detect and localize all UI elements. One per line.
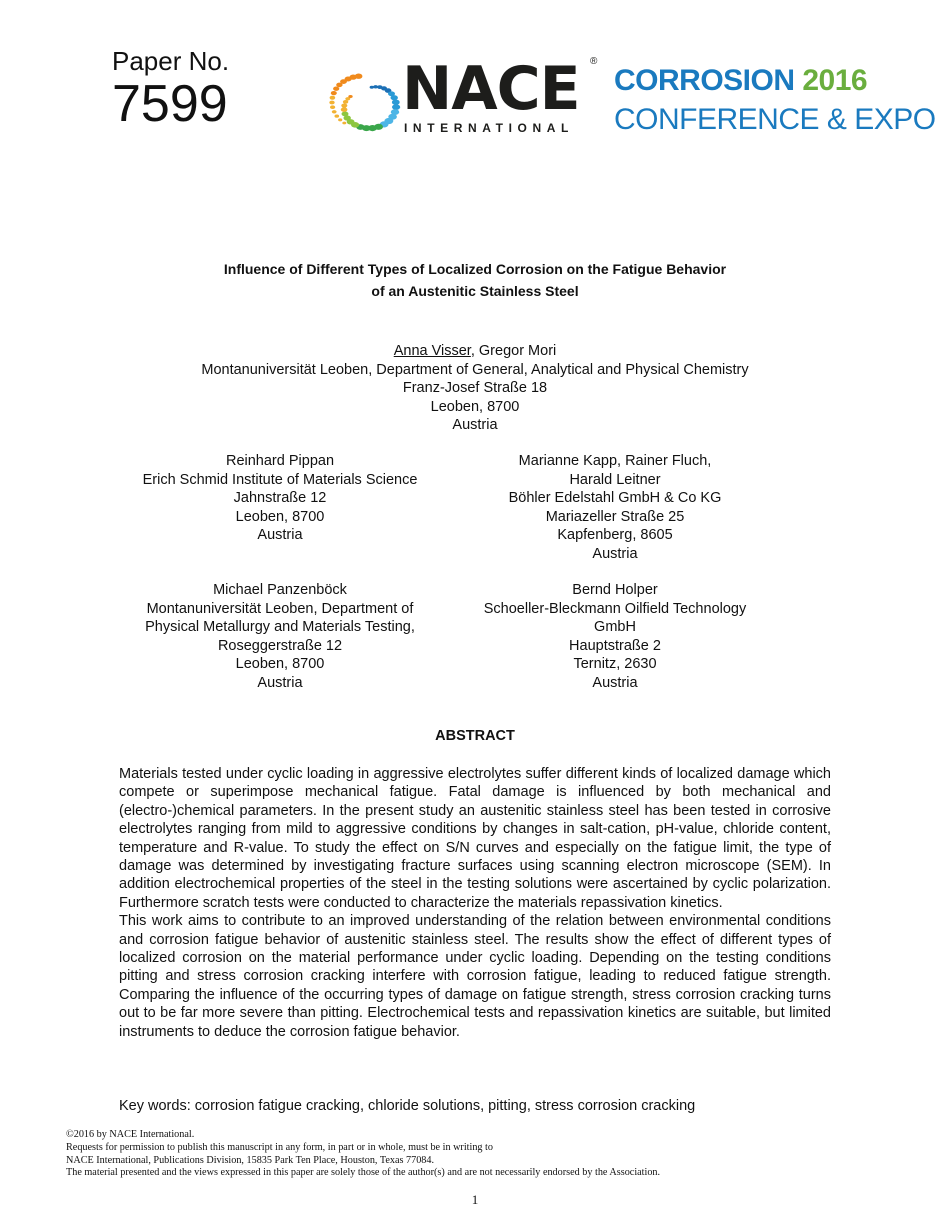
- logo-dot: [391, 95, 398, 100]
- city-line: Kapfenberg, 8605: [557, 527, 673, 543]
- logo-dot: [342, 122, 346, 125]
- author-name: Harald Leitner: [569, 471, 661, 488]
- footer-line: ©2016 by NACE International.: [66, 1129, 195, 1140]
- affiliation-line: Montanuniversität Leoben, Department of General, Analytical and Physical Chemistry: [201, 361, 749, 378]
- conference-year: 2016: [802, 64, 868, 97]
- city-line: Ternitz, 2630: [573, 656, 657, 672]
- logo-dot: [343, 100, 348, 104]
- nace-logo-icon: [322, 62, 404, 138]
- conference-name: CORROSION: [614, 64, 803, 97]
- abstract-heading: ABSTRACT: [435, 728, 515, 744]
- logo-dot: [342, 112, 349, 117]
- country-line: Austria: [592, 674, 638, 691]
- logo-dot: [341, 104, 347, 108]
- author-names-main: [120, 342, 830, 361]
- logo-dot: [332, 110, 337, 113]
- footer-line: The material presented and the views expressed in this paper are solely those of the author(s) and are not necessarily endorsed by the Association.: [66, 1167, 661, 1179]
- keywords: Key words: corrosion fatigue cracking, chloride solutions, pitting, stress corrosion cracking: [119, 1098, 696, 1114]
- nace-logo-text: NACE: [402, 54, 580, 124]
- address-line: Hauptstraße 2: [569, 637, 661, 654]
- author-name: Bernd Holper: [572, 582, 658, 598]
- paper-number: 7599: [112, 75, 228, 133]
- author-block-boehler: [455, 452, 775, 563]
- address-line: Roseggerstraße 12: [217, 637, 343, 654]
- abstract-paragraph: Materials tested under cyclic loading in aggressive electrolytes suffer different kinds of localized damage which compete or superimpose mechanical fatigue. Fatal damage is influenced by both mechanical and (electro-)chemical parameters. In the present study an austenitic stainless steel has been tested in corrosive electrolytes ranging from mild to aggressive conditions by changes in salt-cation, pH-value, chloride content, temperature and R-value. To study the effect on S/N curves and especially on the fatigue limit, the type of damage was determined by investigating fracture surfaces using scanning electron microscope (SEM). In addition electrochemical properties of the steel in the testing solutions were ascertained by cyclic polarization. Furthermore scratch tests were conducted to characterize the materials repassivation kinetics.: [119, 766, 831, 911]
- page-number: 1: [471, 1192, 479, 1207]
- paper-title-line-2: of an Austenitic Stainless Steel: [371, 283, 579, 299]
- logo-dot: [331, 91, 337, 95]
- author-name: Reinhard Pippan: [225, 453, 335, 469]
- co-author: , Gregor Mori: [470, 343, 557, 359]
- affiliation-line: Montanuniversität Leoben, Department of: [146, 600, 414, 617]
- footer-line: NACE International, Publications Division, 15835 Park Ten Place, Houston, Texas 77084.: [66, 1154, 435, 1166]
- copyright-footer: [66, 1129, 660, 1180]
- address-line: Franz-Josef Straße 18: [402, 380, 548, 396]
- paper-title-line-1: Influence of Different Types of Localized Corrosion on the Fatigue Behavior: [223, 261, 727, 277]
- logo-dot: [392, 100, 400, 105]
- affiliation-line: Physical Metallurgy and Materials Testing,: [145, 619, 415, 635]
- country-line: Austria: [452, 417, 498, 433]
- address-line: Mariazeller Straße 25: [545, 508, 685, 525]
- author-name: Marianne Kapp, Rainer Fluch,: [518, 453, 712, 469]
- presenting-author: Anna Visser: [393, 343, 471, 359]
- conference-subtitle: CONFERENCE & EXPO: [614, 103, 936, 136]
- logo-dot: [333, 87, 339, 91]
- abstract-body: [119, 765, 831, 1041]
- country-line: Austria: [592, 545, 638, 562]
- paper-number-label: Paper No.: [112, 46, 230, 76]
- paper-title: [120, 258, 830, 302]
- country-line: Austria: [257, 527, 303, 543]
- affiliation-line: GmbH: [594, 619, 636, 635]
- conference-title: [614, 64, 867, 98]
- author-block-panzenboeck: [110, 581, 450, 692]
- affiliation-line: Böhler Edelstahl GmbH & Co KG: [508, 490, 722, 506]
- registered-mark: ®: [590, 56, 598, 67]
- affiliation-line: Erich Schmid Institute of Materials Science: [142, 471, 418, 488]
- paper-number-block: [112, 46, 229, 132]
- author-block-pippan: [110, 452, 450, 545]
- logo-dot: [330, 96, 336, 100]
- city-line: Leoben, 8700: [430, 398, 520, 415]
- author-block-holper: [455, 581, 775, 692]
- logo-dot: [341, 107, 348, 112]
- logo-dot: [335, 115, 340, 118]
- author-name: Michael Panzenböck: [213, 582, 347, 598]
- logo-dot: [338, 118, 342, 121]
- logo-dot: [348, 95, 352, 98]
- city-line: Leoben, 8700: [235, 508, 325, 525]
- address-line: Jahnstraße 12: [233, 490, 327, 506]
- logo-dot: [329, 101, 334, 105]
- affiliation-line: Schoeller-Bleckmann Oilfield Technology: [483, 600, 747, 617]
- logo-dot: [330, 105, 335, 109]
- logo-dot: [392, 104, 400, 110]
- city-line: Leoben, 8700: [235, 656, 325, 672]
- nace-logo-subtext: INTERNATIONAL: [404, 121, 574, 135]
- abstract-paragraph: This work aims to contribute to an improved understanding of the relation between environmental conditions and corrosion fatigue behavior of austenitic stainless steel. The results show the effect of different types of localized corrosion on the material performance under cyclic loading. Depending on the testing conditions pitting and stress corrosion cracking interfere with corrosion fatigue, leading to reduced fatigue strength. Comparing the influence of the occurring types of damage on fatigue strength, stress corrosion cracking turns out to be far more severe than pitting. Electrochemical tests and repassivation kinetics are suitable, but limited instruments to deduce the corrosion fatigue behavior.: [119, 913, 831, 1040]
- author-block-main: [120, 342, 830, 435]
- country-line: Austria: [257, 674, 303, 691]
- logo-dot: [355, 74, 363, 79]
- footer-line: Requests for permission to publish this manuscript in any form, in part or in whole, must be in writing to: [66, 1141, 493, 1153]
